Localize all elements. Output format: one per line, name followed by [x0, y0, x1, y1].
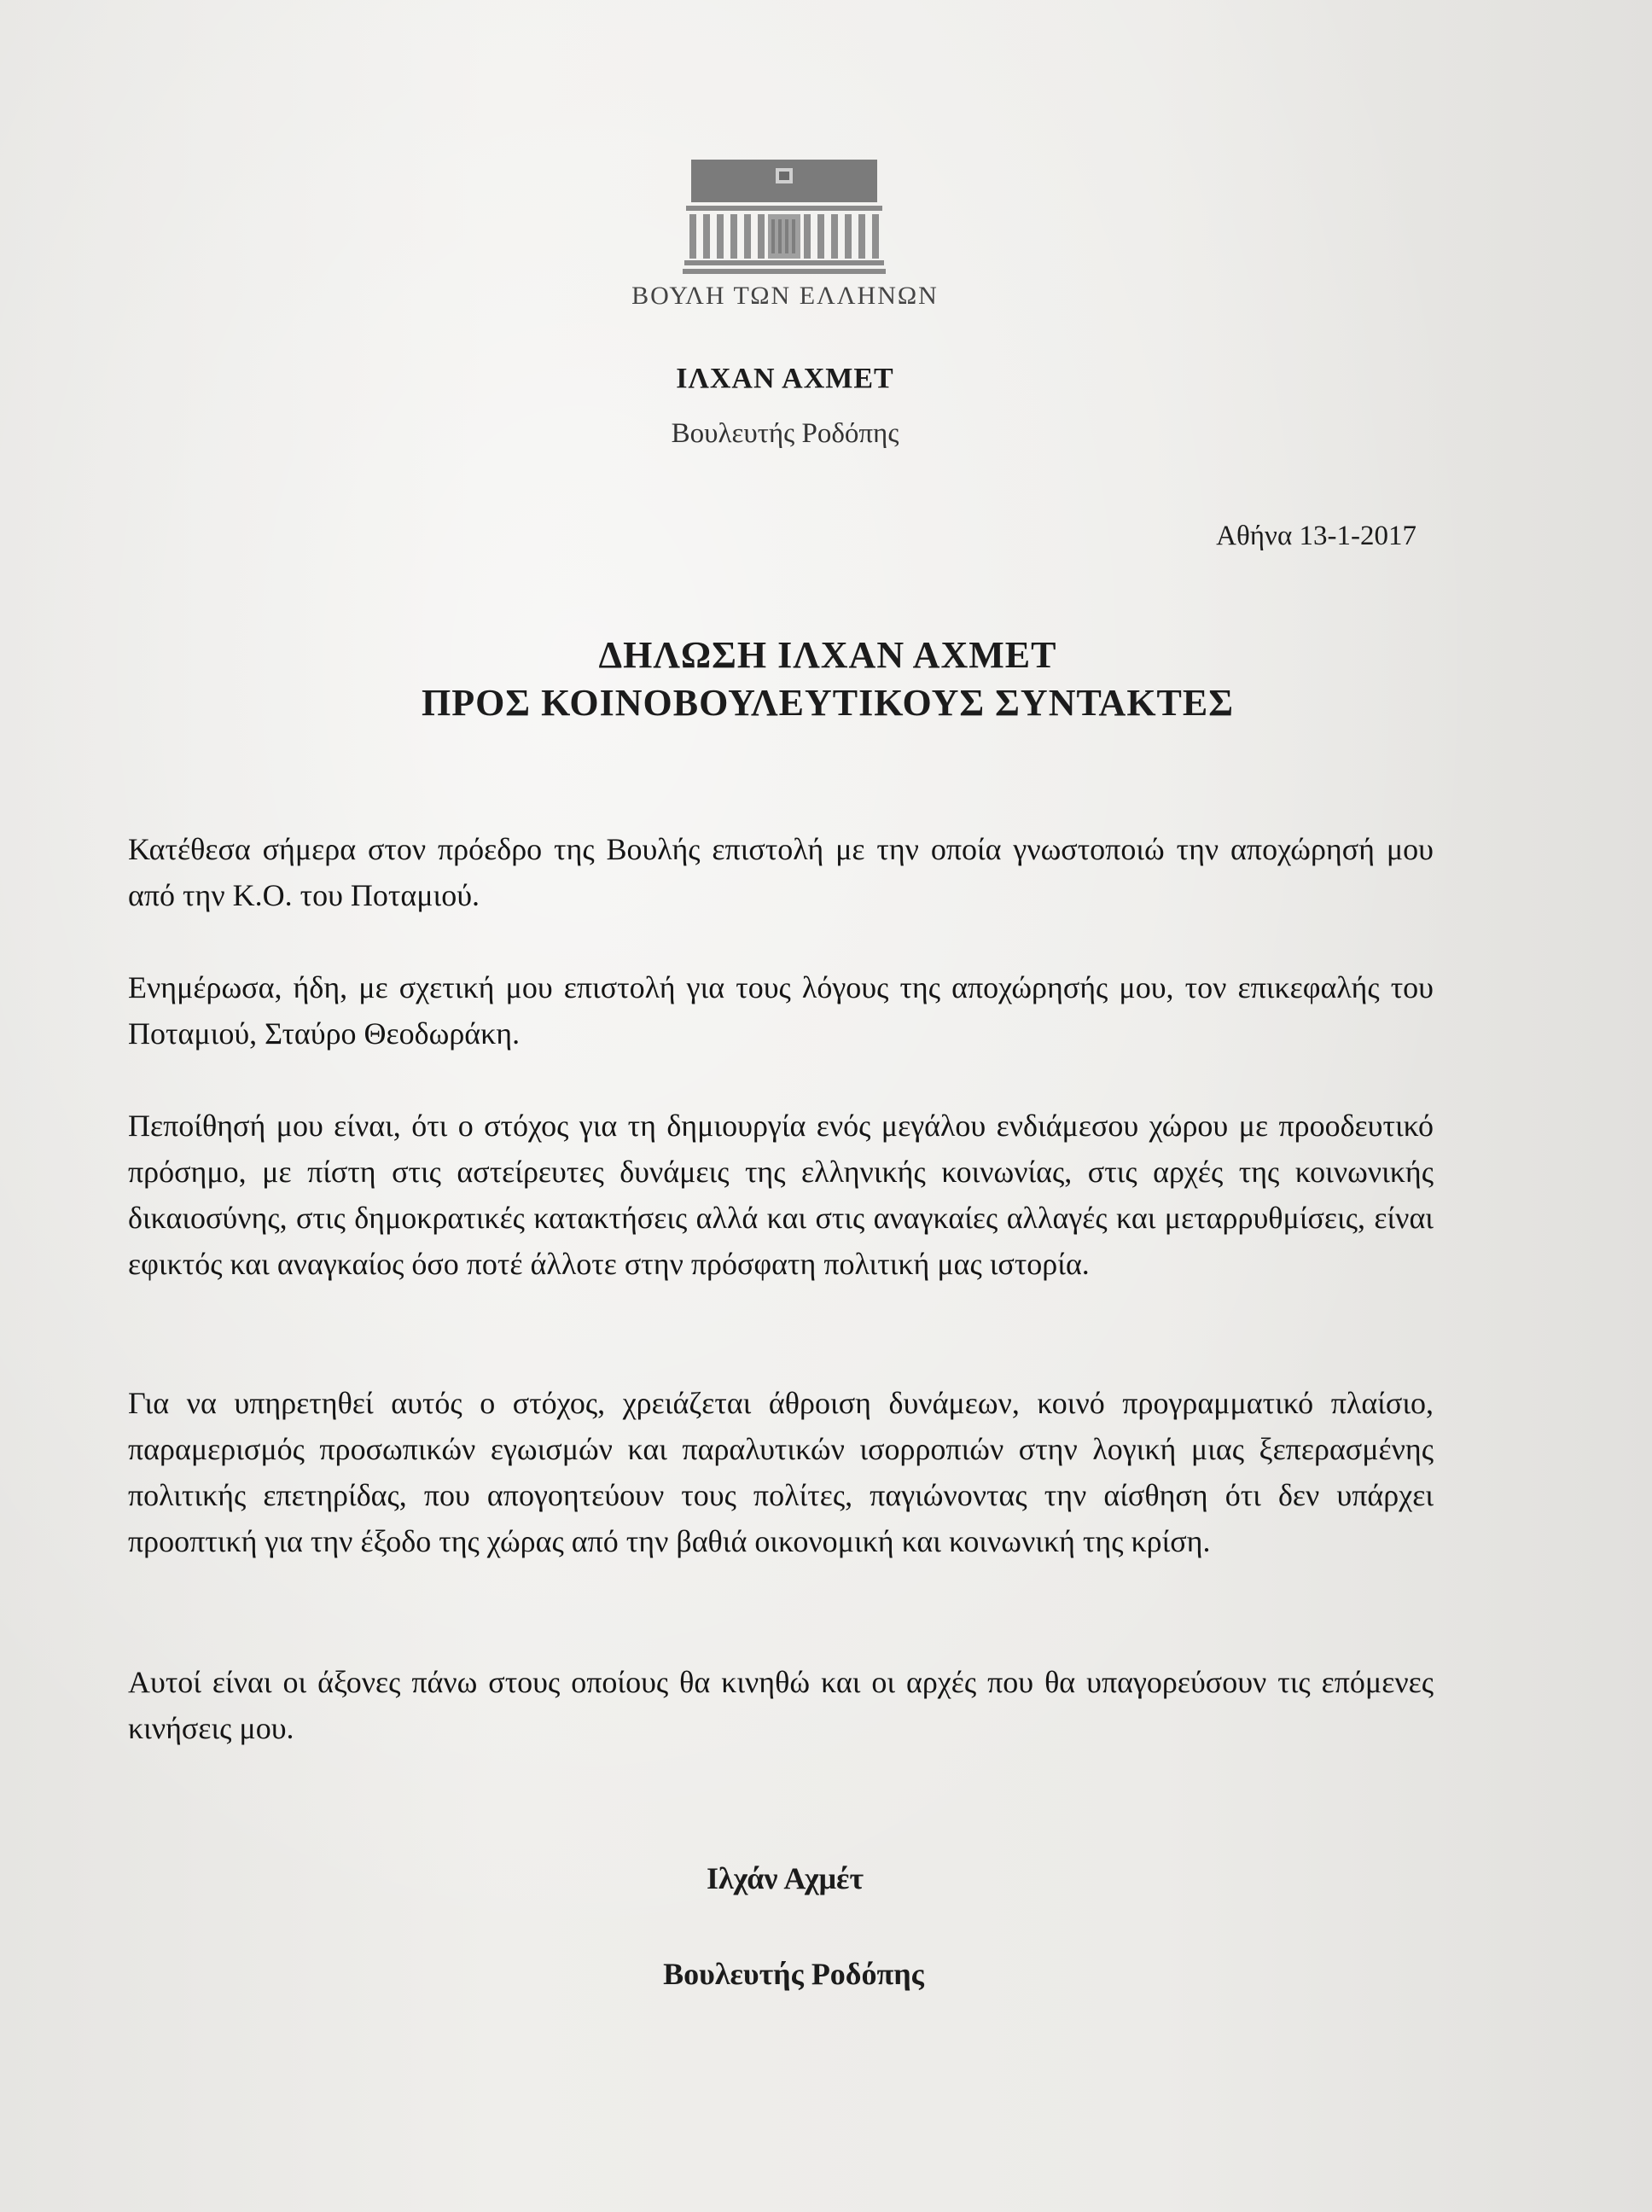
title-line-2: ΠΡΟΣ ΚΟΙΝΟΒΟΥΛΕΥΤΙΚΟΥΣ ΣΥΝΤΑΚΤΕΣ — [421, 682, 1235, 724]
paragraph-2: Ενημέρωσα, ήδη, με σχετική μου επιστολή για τους λόγους της αποχώρησής μου, τον επικεφαλής του Ποταμιού, Σταύρο Θεοδωράκη. — [128, 970, 1434, 1051]
paragraph-1: Κατέθεσα σήμερα στον πρόεδρο της Βουλής επιστολή με την οποία γνωστοποιώ την αποχώρησή μου από την Κ.Ο. του Ποταμιού. — [128, 832, 1434, 912]
paragraph-4: Για να υπηρετηθεί αυτός ο στόχος, χρειάζεται άθροιση δυνάμεων, κοινό προγραμματικό πλαίσιο, παραμερισμός προσωπικών εγωισμών και παραλυτικών ισορροπιών στην λογική μιας ξεπερασμένης πολιτικής επετηρίδας, που απογοητεύουν τους πολίτες, παγιώνοντας την αίσθηση ότι δεν υπάρχει προοπτική για την έξοδο της χώρας από την βαθιά οικονομική και κοινωνική της κρίση. — [128, 1386, 1434, 1558]
signature-name: Ιλχάν Αχμέτ — [706, 1861, 864, 1895]
parliament-name: ΒΟΥΛΗ ΤΩΝ ΕΛΛΗΝΩΝ — [631, 282, 939, 310]
parliament-building-emblem-icon — [683, 158, 886, 277]
mp-name: ΙΛΧΑΝ ΑΧΜΕΤ — [676, 363, 894, 394]
paragraph-3: Πεποίθησή μου είναι, ότι ο στόχος για τη δημιουργία ενός μεγάλου ενδιάμεσου χώρου με προοδευτικό πρόσημο, με πίστη στις αστείρευτες δυνάμεις της ελληνικής κοινωνίας, στις αρχές της κοινωνικής δικαιοσύνης, στις δημοκρατικές κατακτήσεις αλλά και στις αναγκαίες αλλαγές και μεταρρυθμίσεις, είναι εφικτός και αναγκαίος όσο ποτέ άλλοτε στην πρόσφατη πολιτική μας ιστορία. — [128, 1109, 1434, 1281]
paragraph-5: Αυτοί είναι οι άξονες πάνω στους οποίους θα κινηθώ και οι αρχές που θα υπαγορεύσουν τις επόμενες κινήσεις μου. — [128, 1665, 1434, 1745]
title-line-1: ΔΗΛΩΣΗ ΙΛΧΑΝ ΑΧΜΕΤ — [598, 634, 1057, 676]
signature-role: Βουλευτής Ροδόπης — [663, 1957, 924, 1991]
document-date: Αθήνα 13-1-2017 — [1216, 521, 1416, 551]
document-title — [239, 632, 1416, 727]
mp-role: Βουλευτής Ροδόπης — [671, 418, 899, 449]
